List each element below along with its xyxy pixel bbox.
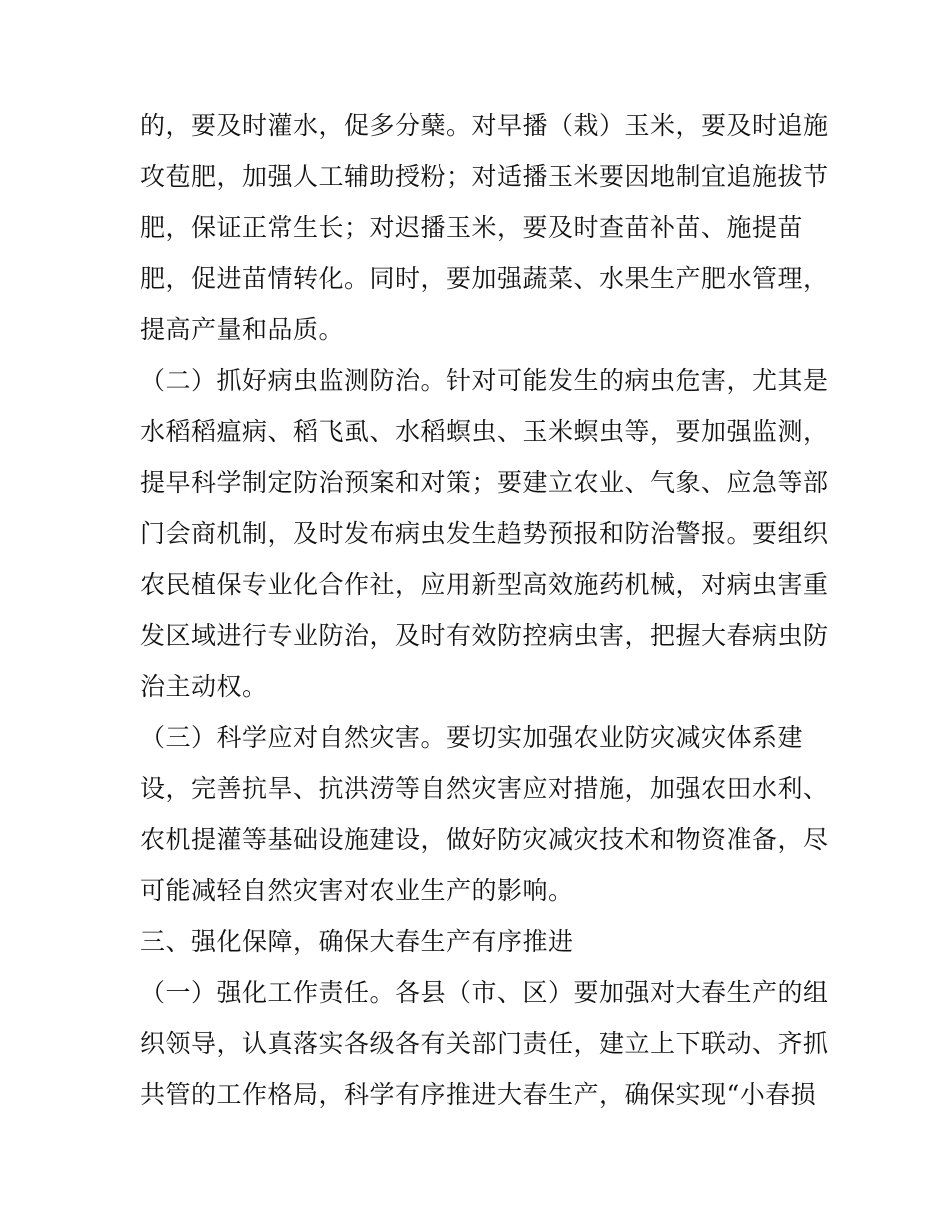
text-line: 设，完善抗旱、抗洪涝等自然灾害应对措施，加强农田水利、: [140, 774, 829, 803]
text-line: 门会商机制，及时发布病虫发生趋势预报和防治警报。要组织: [140, 519, 829, 548]
text-line: 织领导，认真落实各级各有关部门责任，建立上下联动、齐抓: [140, 1029, 829, 1058]
section-heading-line: （二）抓好病虫监测防治。针对可能发生的病虫危害，尤其是: [140, 366, 829, 395]
text-line: 治主动权。: [140, 672, 268, 701]
text-line: 水稻稻瘟病、稻飞虱、水稻螟虫、玉米螟虫等，要加强监测，: [140, 417, 829, 446]
section-heading-line: （三）科学应对自然灾害。要切实加强农业防灾减灾体系建: [140, 723, 804, 752]
text-line: 发区域进行专业防治，及时有效防控病虫害，把握大春病虫防: [140, 621, 829, 650]
text-line: 提早科学制定防治预案和对策；要建立农业、气象、应急等部: [140, 468, 829, 497]
section-heading-line: （一）强化工作责任。各县（市、区）要加强对大春生产的组: [140, 978, 829, 1007]
text-line: 肥，保证正常生长；对迟播玉米，要及时查苗补苗、施提苗: [140, 213, 804, 242]
text-line: 的，要及时灌水，促多分蘖。对早播（栽）玉米，要及时追施: [140, 111, 829, 140]
text-line: 肥，促进苗情转化。同时，要加强蔬菜、水果生产肥水管理，: [140, 264, 829, 293]
text-line: 农民植保专业化合作社，应用新型高效施药机械，对病虫害重: [140, 570, 829, 599]
text-line: 提高产量和品质。: [140, 315, 345, 344]
text-line: 共管的工作格局，科学有序推进大春生产，确保实现“小春损: [140, 1080, 817, 1109]
document-body: [140, 100, 829, 1120]
text-line: 可能减轻自然灾害对农业生产的影响。: [140, 876, 574, 905]
text-line: 攻苞肥，加强人工辅助授粉；对适播玉米要因地制宜追施拔节: [140, 162, 829, 191]
chapter-heading-line: 三、强化保障，确保大春生产有序推进: [140, 927, 574, 956]
text-line: 农机提灌等基础设施建设，做好防灾减灾技术和物资准备，尽: [140, 825, 829, 854]
